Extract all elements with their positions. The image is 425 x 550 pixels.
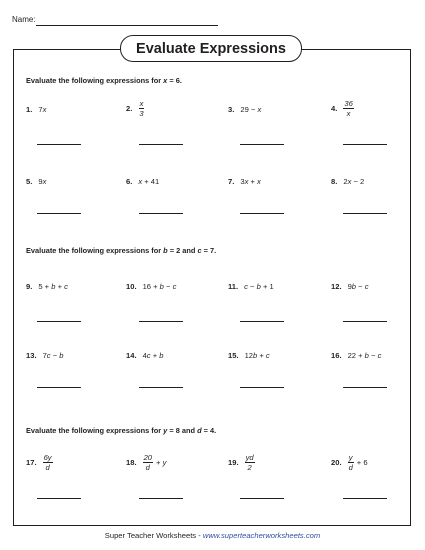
problem-number: 20. xyxy=(331,458,342,467)
problem-number: 1. xyxy=(26,105,33,114)
problem-expression: $\frac{y}{d}$ + 6 xyxy=(348,453,368,472)
answer-line[interactable] xyxy=(37,387,81,388)
footer xyxy=(0,531,425,540)
problem xyxy=(228,282,274,291)
problem-expression: 2x − 2 xyxy=(343,177,365,186)
footer-brand: Super Teacher Worksheets xyxy=(104,531,197,540)
problem-number: 19. xyxy=(228,458,239,467)
problem-number: 11. xyxy=(228,282,239,291)
answer-line[interactable] xyxy=(240,213,284,214)
answer-line[interactable] xyxy=(343,387,387,388)
problem-expression: 4c + b xyxy=(142,351,164,360)
problem-number: 3. xyxy=(228,105,235,114)
problem-number: 14. xyxy=(126,351,137,360)
problem xyxy=(228,351,270,360)
problem xyxy=(26,282,68,291)
problem xyxy=(126,99,145,118)
problem-expression: 29 − x xyxy=(240,105,262,114)
problem-expression: 22 + b − c xyxy=(347,351,382,360)
answer-line[interactable] xyxy=(240,498,284,499)
problem-expression: 9b − c xyxy=(347,282,369,291)
footer-separator: - xyxy=(196,531,203,540)
name-line[interactable] xyxy=(36,25,218,26)
problem xyxy=(331,282,368,291)
problem-expression: 7c − b xyxy=(42,351,64,360)
answer-line[interactable] xyxy=(139,498,183,499)
problem-number: 15. xyxy=(228,351,239,360)
problem xyxy=(331,177,364,186)
problem xyxy=(26,105,46,114)
problem-expression: 5 + b + c xyxy=(38,282,68,291)
answer-line[interactable] xyxy=(139,387,183,388)
problem xyxy=(331,351,381,360)
footer-url[interactable]: www.superteacherworksheets.com xyxy=(202,531,321,540)
answer-line[interactable] xyxy=(240,144,284,145)
problem-expression: c − b + 1 xyxy=(244,282,274,291)
section-instruction: Evaluate the following expressions for y = 8 and d = 4. xyxy=(26,426,217,435)
problem-number: 17. xyxy=(26,458,37,467)
problem xyxy=(331,453,368,472)
section-instruction: Evaluate the following expressions for x = 6. xyxy=(26,76,182,85)
problem xyxy=(26,351,63,360)
name-label: Name: xyxy=(12,15,36,24)
answer-line[interactable] xyxy=(139,321,183,322)
problem xyxy=(126,282,176,291)
problem-expression: $\frac{6y}{d}$ xyxy=(43,453,52,472)
section-instruction: Evaluate the following expressions for b = 2 and c = 7. xyxy=(26,246,217,255)
problem-expression: 12b + c xyxy=(244,351,270,360)
problem xyxy=(228,177,261,186)
problem-number: 4. xyxy=(331,104,338,113)
problem xyxy=(126,453,166,472)
problem xyxy=(126,177,159,186)
problem xyxy=(331,99,354,118)
answer-line[interactable] xyxy=(240,387,284,388)
problem-number: 10. xyxy=(126,282,137,291)
problem-number: 16. xyxy=(331,351,342,360)
answer-line[interactable] xyxy=(343,498,387,499)
problem xyxy=(26,453,53,472)
answer-line[interactable] xyxy=(37,144,81,145)
problem xyxy=(228,105,261,114)
problem xyxy=(26,177,46,186)
problem-number: 13. xyxy=(26,351,37,360)
answer-line[interactable] xyxy=(139,213,183,214)
problem-number: 12. xyxy=(331,282,342,291)
problem-expression: $\frac{x}{3}$ xyxy=(139,99,144,118)
answer-line[interactable] xyxy=(343,321,387,322)
problem-expression: $\frac{36}{x}$ xyxy=(344,99,353,118)
problem-number: 18. xyxy=(126,458,137,467)
problem-expression: 9x xyxy=(38,177,47,186)
answer-line[interactable] xyxy=(240,321,284,322)
problem-expression: $\frac{20}{d}$ + y xyxy=(143,453,167,472)
problem-expression: 7x xyxy=(38,105,47,114)
answer-line[interactable] xyxy=(343,213,387,214)
answer-line[interactable] xyxy=(37,213,81,214)
problem-expression: $\frac{yd}{2}$ xyxy=(245,453,254,472)
problem-expression: 3x + x xyxy=(240,177,261,186)
problem-expression: 16 + b − c xyxy=(142,282,177,291)
worksheet-title: Evaluate Expressions xyxy=(120,35,302,62)
problem-number: 7. xyxy=(228,177,235,186)
problem xyxy=(126,351,163,360)
problem-number: 8. xyxy=(331,177,338,186)
answer-line[interactable] xyxy=(343,144,387,145)
problem-number: 2. xyxy=(126,104,133,113)
answer-line[interactable] xyxy=(139,144,183,145)
problem-number: 5. xyxy=(26,177,33,186)
problem xyxy=(228,453,255,472)
problem-expression: x + 41 xyxy=(138,177,160,186)
answer-line[interactable] xyxy=(37,498,81,499)
problem-number: 6. xyxy=(126,177,133,186)
problem-number: 9. xyxy=(26,282,33,291)
answer-line[interactable] xyxy=(37,321,81,322)
